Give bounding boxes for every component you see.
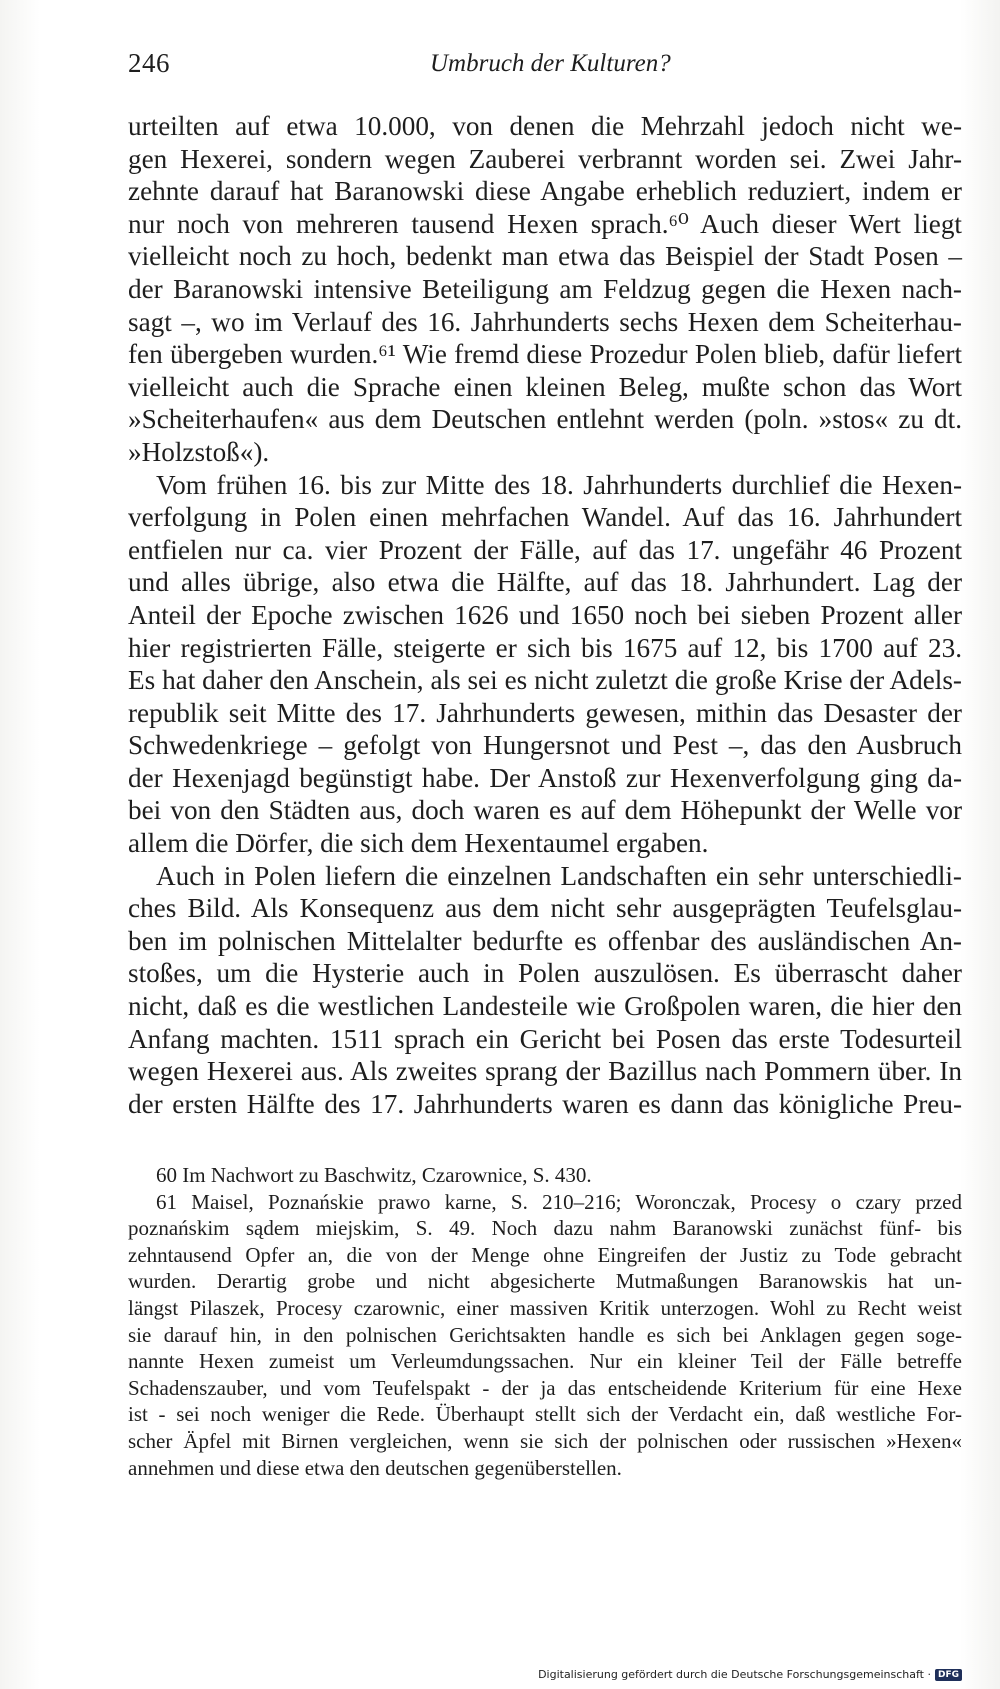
text-line: der ersten Hälfte des 17. Jahrhunderts waren es dann das königliche Preu-	[128, 1088, 962, 1119]
text-line: Anfang machten. 1511 sprach ein Gericht bei Posen das erste Todesurteil	[128, 1023, 962, 1054]
text-line: vielleicht auch die Sprache einen kleinen Beleg, mußte schon das Wort	[128, 371, 962, 402]
text-line: bei von den Städten aus, doch waren es auf dem Höhepunkt der Welle vor	[128, 795, 962, 826]
credit-text: Digitalisierung gefördert durch die Deutsche Forschungsgemeinschaft ·	[538, 1668, 931, 1681]
text-line: gen Hexerei, sondern wegen Zauberei verbrannt worden sei. Zwei Jahr-	[128, 143, 962, 174]
text-line: Vom frühen 16. bis zur Mitte des 18. Jahrhunderts durchlief die Hexen-	[156, 469, 962, 500]
footnote-line: 61 Maisel, Poznańskie prawo karne, S. 210–216; Woronczak, Procesy o czary przed	[156, 1189, 962, 1214]
footnote-line: längst Pilaszek, Procesy czarownic, einer massiven Kritik unterzogen. Wohl zu Recht weist	[128, 1295, 962, 1320]
page-number: 246	[128, 48, 170, 78]
text-line: ben im polnischen Mittelalter bedurfte es offenbar des ausländischen An-	[128, 925, 962, 956]
running-head: Umbruch der Kulturen?	[430, 50, 671, 77]
footnote-line: ist - sei noch weniger die Rede. Überhaupt stellt sich der Verdacht ein, daß westliche For-	[128, 1402, 962, 1427]
text-line: Schwedenkriege – gefolgt von Hungersnot und Pest –, das den Ausbruch	[128, 730, 962, 761]
text-line: Anteil der Epoche zwischen 1626 und 1650 noch bei sieben Prozent aller	[128, 599, 962, 630]
text-line: allem die Dörfer, die sich dem Hexentaumel ergaben.	[128, 828, 709, 859]
text-line: fen übergeben wurden.⁶¹ Wie fremd diese Prozedur Polen blieb, dafür liefert	[128, 339, 962, 370]
text-line: republik seit Mitte des 17. Jahrhunderts gewesen, mithin das Desaster der	[128, 697, 962, 728]
footnote-line: zehntausend Opfer an, die von der Menge ohne Eingreifen der Justiz zu Tode gebracht	[128, 1242, 962, 1267]
text-line: verfolgung in Polen einen mehrfachen Wandel. Auf das 16. Jahrhundert	[128, 502, 962, 533]
text-line: der Baranowski intensive Beteiligung am Feldzug gegen die Hexen nach-	[128, 273, 962, 304]
footnote-line: sie darauf hin, in den polnischen Gerichtsakten handle es sich bei Anklagen gegen soge-	[128, 1322, 962, 1347]
footnote-line: scher Äpfel mit Birnen vergleichen, wenn sie sich der polnischen oder russischen »Hexen«	[128, 1428, 962, 1453]
text-line: wegen Hexerei aus. Als zweites sprang der Bazillus nach Pommern über. In	[128, 1056, 962, 1087]
text-line: entfielen nur ca. vier Prozent der Fälle, auf das 17. ungefähr 46 Prozent	[128, 534, 962, 565]
text-line: zehnte darauf hat Baranowski diese Angabe erheblich reduziert, indem er	[128, 176, 962, 207]
text-line: »Holzstoß«).	[128, 436, 270, 467]
text-line: vielleicht noch zu hoch, bedenkt man etwa das Beispiel der Stadt Posen –	[128, 241, 962, 272]
footnote-line: wurden. Derartig grobe und nicht abgesicherte Mutmaßungen Baranowskis hat un-	[128, 1269, 962, 1294]
text-line: nicht, daß es die westlichen Landesteile wie Großpolen waren, die hier den	[128, 991, 962, 1022]
footnote-line: poznańskim sądem miejskim, S. 49. Noch dazu nahm Baranowski zunächst fünf- bis	[128, 1216, 962, 1241]
page-header	[128, 48, 938, 82]
footnote-line: 60 Im Nachwort zu Baschwitz, Czarownice, S. 430.	[156, 1163, 592, 1187]
text-line: hier registrierten Fälle, steigerte er sich bis 1675 auf 12, bis 1700 auf 23.	[128, 632, 962, 663]
text-line: der Hexenjagd begünstigt habe. Der Anstoß zur Hexenverfolgung ging da-	[128, 762, 962, 793]
text-line: nur noch von mehreren tausend Hexen sprach.⁶⁰ Auch dieser Wert liegt	[128, 208, 962, 239]
dfg-logo: DFG	[935, 1669, 962, 1681]
text-line: urteilten auf etwa 10.000, von denen die Mehrzahl jedoch nicht we-	[128, 111, 962, 141]
footnotes	[128, 1162, 962, 1481]
footnote-line: nannte Hexen zumeist um Verleumdungssachen. Nur ein kleiner Teil der Fälle betreffe	[128, 1349, 962, 1374]
text-line: »Scheiterhaufen« aus dem Deutschen entlehnt werden (poln. »stos« zu dt.	[128, 404, 962, 435]
text-line: Auch in Polen liefern die einzelnen Landschaften ein sehr unterschiedli-	[156, 860, 962, 891]
text-line: sagt –, wo im Verlauf des 16. Jahrhunderts sechs Hexen dem Scheiterhau-	[128, 306, 962, 337]
digitization-credit	[538, 1668, 962, 1681]
footnote-line: annehmen und diese etwa den deutschen gegenüberstellen.	[128, 1455, 622, 1480]
main-text	[128, 110, 962, 1120]
text-line: und alles übrige, also etwa die Hälfte, auf das 18. Jahrhundert. Lag der	[128, 567, 962, 598]
text-line: Es hat daher den Anschein, als sei es nicht zuletzt die große Krise der Adels-	[128, 665, 962, 696]
text-line: stoßes, um die Hysterie auch in Polen auszulösen. Es überrascht daher	[128, 958, 962, 989]
text-line: ches Bild. Als Konsequenz aus dem nicht sehr ausgeprägten Teufelsglau-	[128, 893, 962, 924]
footnote-line: Schadenszauber, und vom Teufelspakt - der ja das entscheidende Kriterium für eine Hexe	[128, 1375, 962, 1400]
